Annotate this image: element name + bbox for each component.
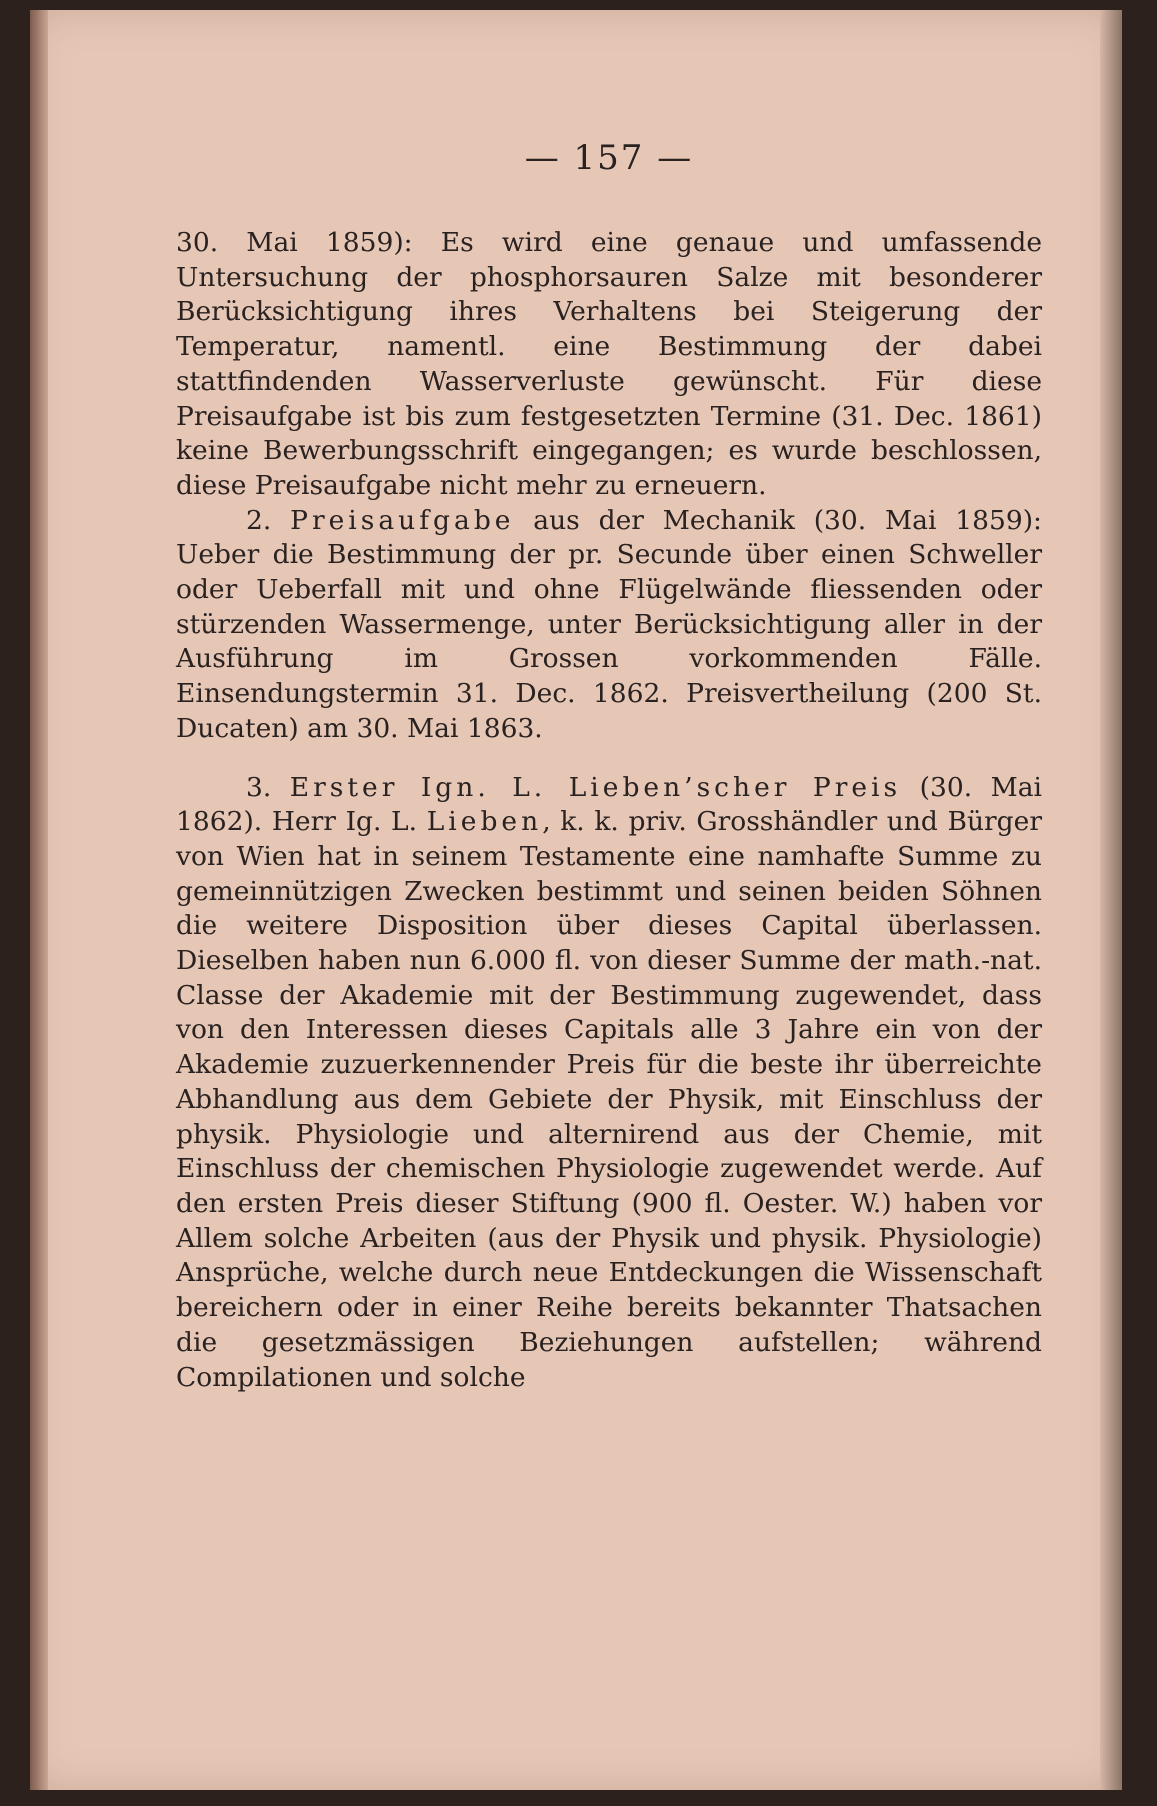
paragraph-text: 30. Mai 1859): Es wird eine genaue und umfassende Untersuchung der phosphorsauren Salze mit besonderer Berücksichtigung ihres Verhaltens bei Steigerung der Temperatur, namentl. eine Bestimmung der dabei stattfindenden Wasserverluste gewünscht. Für diese Preisaufgabe ist bis zum festgesetzten Termine (31. Dec. 1861) keine Bewerbungsschrift eingegangen; es wurde beschlossen, diese Preisaufgabe nicht mehr zu erneuern. bbox=[176, 227, 1042, 501]
emphasis-heading: Preisaufgabe bbox=[290, 504, 515, 536]
page-content bbox=[176, 138, 1042, 1395]
paragraph-2 bbox=[176, 504, 1042, 747]
paragraph-text: , k. k. priv. Grosshändler und Bürger von Wien hat in seinem Testamente eine namhafte Summe zu gemeinnützigen Zwecken bestimmt und seinen beiden Söhnen die weitere Disposition über dieses Capital überlassen. Dieselben haben nun 6.000 fl. von dieser Summe der math.-nat. Classe der Akademie mit der Bestimmung zugewendet, dass von den Interessen dieses Capitals alle 3 Jahre ein von der Akademie zuzuerkennender Preis für die beste ihr überreichte Abhandlung aus dem Gebiete der Physik, mit Einschluss der physik. Physiologie und alternirend aus der Chemie, mit Einschluss der chemischen Physiologie zugewendet werde. Auf den ersten Preis dieser Stiftung (900 fl. Oester. W.) haben vor Allem solche Arbeiten (aus der Physik und physik. Physiologie) Ansprüche, welche durch neue Entdeckungen die Wissenschaft bereichern oder in einer Reihe bereits bekannter Thatsachen die gesetzmässigen Beziehungen aufstellen; während Compilationen und solche bbox=[176, 806, 1042, 1393]
item-number: 3. bbox=[246, 771, 290, 803]
page-edge bbox=[1100, 10, 1122, 1790]
paragraph-3 bbox=[176, 771, 1042, 1396]
book-spine bbox=[30, 10, 48, 1790]
page-number: — 157 — bbox=[524, 138, 694, 178]
paragraph-text: (30. Mai 1862). Herr Ig. L. bbox=[176, 771, 1042, 838]
item-number: 2. bbox=[246, 504, 291, 536]
emphasis-name: Lieben bbox=[426, 806, 543, 838]
paragraph-text: aus der Mechanik (30. Mai 1859): Ueber die Bestimmung der pr. Secunde über einen Schweller oder Ueberfall mit und ohne Flügelwände fliessenden oder stürzenden Wassermenge, unter Berücksichtigung aller in der Ausführung im Grossen vorkommenden Fälle. Einsendungstermin 31. Dec. 1862. Preisvertheilung (200 St. Ducaten) am 30. Mai 1863. bbox=[176, 504, 1042, 744]
emphasis-heading: Erster Ign. L. Lieben’scher Preis bbox=[289, 771, 902, 803]
paragraph-1 bbox=[176, 226, 1042, 504]
book-page bbox=[30, 10, 1122, 1790]
